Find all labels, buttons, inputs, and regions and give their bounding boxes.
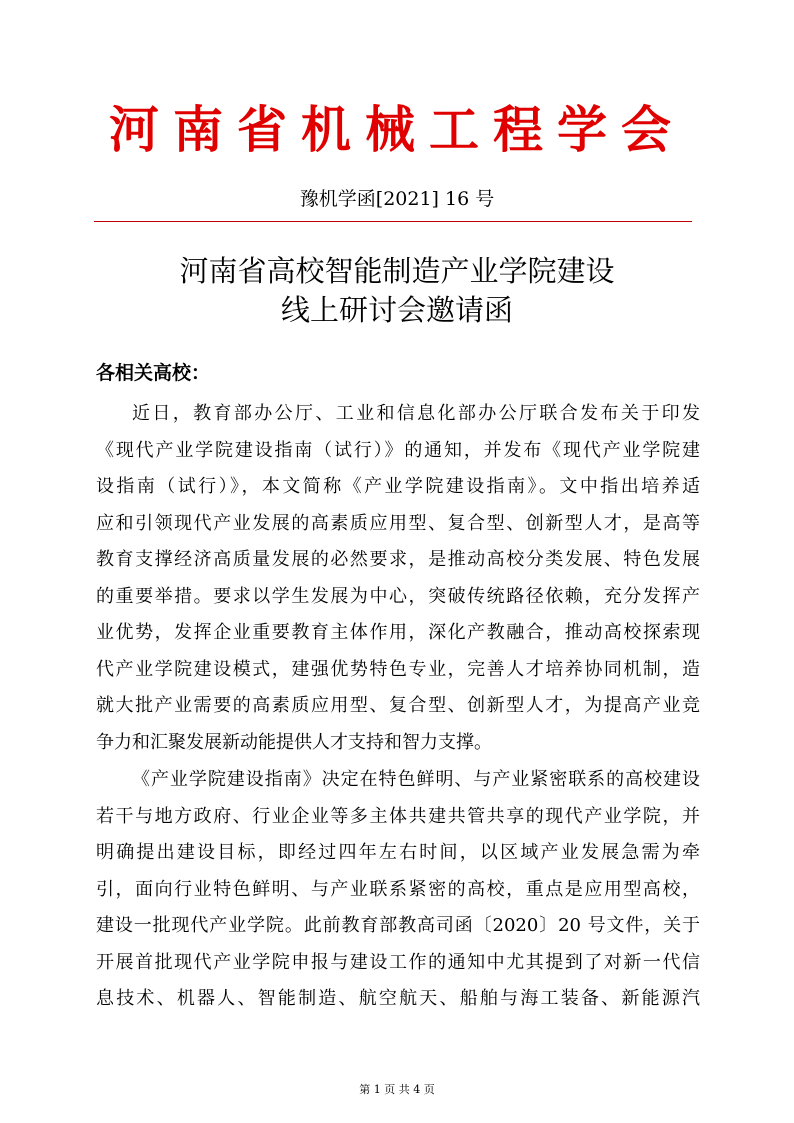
paragraph-line: 设指南（试行）》，本文简称《产业学院建设指南》。文中指出培养适 [96,476,700,497]
title-line-2: 线上研讨会邀请函 [280,293,513,327]
paragraph-line: 明确提出建设目标，即经过四年左右时间，以区域产业发展急需为牵 [96,842,700,863]
title-line-1: 河南省高校智能制造产业学院建设 [179,254,615,288]
paragraph-line: 就大批产业需要的高素质应用型、复合型、创新型人才，为提高产业竞 [96,695,700,716]
document-number: 豫机学函[2021] 16 号 [299,188,495,210]
paragraph-line: 《现代产业学院建设指南（试行）》的通知，并发布《现代产业学院建 [96,439,700,461]
paragraph-line: 教育支撑经济高质量发展的必然要求，是推动高校分类发展、特色发展 [96,549,700,570]
organization-header: 河南省机械工程学会 [109,100,685,159]
paragraph-line: 应和引领现代产业发展的高素质应用型、复合型、创新型人才，是高等 [96,512,700,534]
paragraph-line: 近日，教育部办公厅、工业和信息化部办公厅联合发布关于印发 [132,403,700,424]
page-number-footer: 第 1 页 共 4 页 [359,1083,435,1096]
body-paragraph-2 [96,762,700,1018]
paragraph-line: 息技术、机器人、智能制造、航空航天、船舶与海工装备、新能源汽 [96,988,700,1009]
paragraph-line: 若干与地方政府、行业企业等多主体共建共管共享的现代产业学院，并 [96,805,700,827]
document-title [0,252,794,330]
paragraph-line: 业优势，发挥企业重要教育主体作用，深化产教融合，推动高校探索现 [96,622,700,643]
paragraph-line: 开展首批现代产业学院申报与建设工作的通知中尤其提到了对新一代信 [96,951,700,973]
paragraph-line: 《产业学院建设指南》决定在特色鲜明、与产业紧密联系的高校建设 [132,769,700,790]
paragraph-line: 争力和汇聚发展新动能提供人才支持和智力支撑。 [96,731,492,753]
red-divider-line [94,221,692,222]
salutation: 各相关高校： [96,362,211,384]
paragraph-line: 引，面向行业特色鲜明、与产业联系紧密的高校，重点是应用型高校， [96,878,700,900]
paragraph-line: 代产业学院建设模式，建强优势特色专业，完善人才培养协同机制，造 [96,658,700,680]
paragraph-line: 建设一批现代产业学院。此前教育部教高司函〔2020〕20 号文件，关于 [96,915,700,936]
paragraph-line: 的重要举措。要求以学生发展为中心，突破传统路径依赖，充分发挥产 [96,585,700,607]
body-paragraph-1 [96,396,700,761]
